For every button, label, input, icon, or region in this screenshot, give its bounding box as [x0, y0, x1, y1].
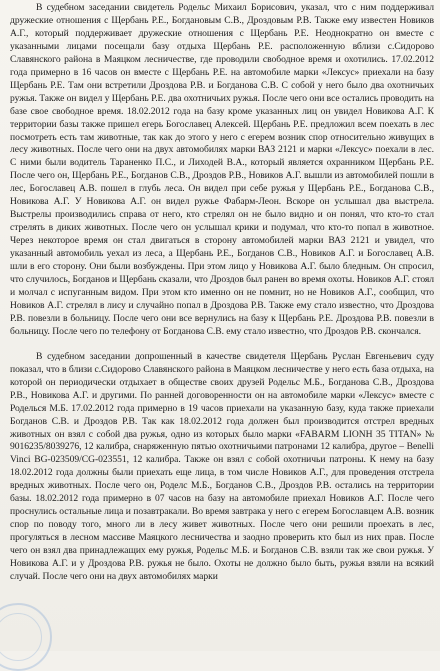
seal-stamp-inner-ring — [0, 613, 42, 661]
paragraph-shcherban-testimony: В судебном заседании допрошенный в качестве свидетеля Щербань Руслан Евгеньевич суду показал, что в близи с.Сидорово Славянского района в Маяцком лесничестве у него есть база отдыха, на которой он периодически отдыхает в обществе своих друзей Родельс М.Б., Богданова С.В., Дроздова Р.В., Новикова А.Г. и другими. По ранней договоренности он на автомобиле марки «Лексус» вместе с Роделься М.Б. 17.02.2012 года примерно в 19 часов приехали на указанную базу, куда также приехали Богданов С.В. и Дроздов Р.В. Так как 18.02.2012 года должен был производится отстрел вредных животных он взял с собой два ружья, одно из которых было марки «FABARM LIONH 35 TITAN» № 9016235/8039276, 12 калибра, снаряженную пятью охотничьими патронами 12 калибра, другое – Benelli Vinci BG-023509/CG-023551, 12 калибра. Также он взял с собой охотничьи патроны. К нему на базу 18.02.2012 года должны были приехать еще лица, в том числе Новиков А.Г., для проведения отстрела вредных животных. После чего он, Роделс М.Б., Богданов С.В., Дроздов Р.В. остались на территории базы. 18.02.2012 года примерно в 07 часов на базу на автомобиле приехал Новиков А.Г. После чего проснулись остальные лица и позавтракали. Во время завтрака у него с егерем Богославцем А.В. возник спор по поводу того, много ли в лесу живет животных. После чего они решили проехать в лес, прогуляться в лесном массиве Маяцкого лесничества и заодно проверить кто был из них прав. После чего он взял два принадлежащих ему ружья, Родельс М.Б. и Богданов С.В. взяли так же свои ружья. У Новикова А.Г. и у Дроздова Р.В. ружья не было. Охоты не должно было быть, ружья взяли на всякий случай. После чего они на двух автомобилях марки — [10, 350, 434, 582]
seal-stamp — [0, 603, 52, 671]
paragraph-rodels-testimony: В судебном заседании свидетель Родельс Михаил Борисович, указал, что с ним поддерживал дружеские отношения с Щербань Р.Е., Богдановым С.В., Дроздовым Р.В. Также ему известен Новиков А.Г., который поддерживает дружеские отношения с Щербань Р.Е. Неоднократно он вместе с указанными лицами посещали базу отдыха Щербань Р.Е. расположенную вблизи с.Сидорово Славянского района в Маяцком лесничестве, где проводили свободное время и охотились. 17.02.2012 года примерно в 16 часов он вместе с Щербань Р.Е. на автомобиле марки «Лексус» приехали на базу Щербань Р.Е. Там они встретили Дроздова Р.В. и Богданова С.В. С собой у него было два охотничьих ружья. Также он видел у Щербань Р.Е. два охотничьих ружья. После чего они все остались проводить на базе свое свободное время. 18.02.2012 года на базу кроме указанных лиц он увидел Новикова А.Г. К территории базы также пришел егерь Богославец Алексей. Щербань Р.Е. предложил всем поехать в лес посмотреть есть там животные, так как до этого у него с егерем возник спор относительно живущих в лесу животных. После чего они на двух автомобилях марки ВАЗ 2121 и марки «Лексус» поехали в лес. С ними были водитель Тараненко П.С., и Лиходей В.А., который является охранником Щербань Р.Е. После чего он, Щербань Р.Е., Богданов С.В., Дроздов Р.В., Новиков А.Г. вышли из автомобилей пошли в лес, Богославец А.В. пошел в глубь леса. Он видел при себе ружья у Щербань Р.Е., Богданова С.В., Новикова А.Г. У Новикова А.Г. он видел ружье Фабарм-Леон. Вскоре он услышал два выстрела. Выстрелы производились справа от него, кто стрелял он не было видно и он понял, что кто-то стал стрелять в диких животных. После чего он услышал крики и подумал, что кто-то попал в животное. Через некоторое время он стал двигаться в сторону автомобилей марки ВАЗ 2121 и увидел, что указанный автомобиль уехал из леса, а Щербань Р.Е., Богданов С.В., Новиков А.Г. и Богославец А.В. шли в его сторону. Они были возбуждены. При этом лицо у Новикова А.Г. было бледным. Он спросил, что случилось, Богданов и Щербань сказали, что Дроздов был ранен во время охоты. Новиков А.Г. стоял и молчал с испуганным видом. При этом кто именно он не помнит, но не Новиков А.Г., сообщил, что Новиков А.Г. стрелял в лису и случайно попал в Дроздова Р.В. Также ему стало известно, что Дроздова Р.В. повезли в больницу. После чего они все вернулись на базу к Щербань Р.Е. Дроздова Р.В. повезли в больницу. После чего по телефону от Богданова С.В. ему стало известно, что Дроздов Р.В. скончался. — [10, 2, 434, 337]
